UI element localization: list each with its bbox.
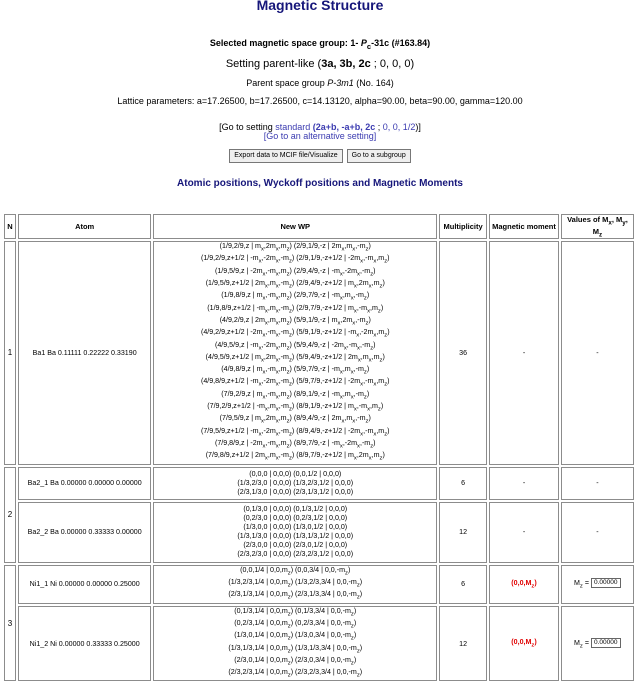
wp-line: (4/9,8/9,z | $m_x,-m_x,m_z$) (5/9,7/9,-z | $-m_x,m_x,-m_z$): [221, 365, 370, 376]
wp-line: (7/9,5/9,z | $m_x,2m_x,m_z$) (8/9,4/9,-z | $2m_x,m_x,-m_z$): [219, 414, 371, 425]
goto-suffix: )]: [415, 122, 421, 132]
wp-line: (4/9,2/9,z | $2m_x,m_x,m_z$) (5/9,1/9,-z | $m_x,2m_x,-m_z$): [219, 315, 371, 327]
wp-line: (4/9,8/9,z+1/2 | $-m_x,-2m_x,-m_z$) (5/9,7/9,-z+1/2 | $-2m_x,-m_x,m_z$): [200, 377, 390, 388]
magnetic-moment-cell: -: [489, 502, 559, 563]
value-label: $M_z$ =: [573, 638, 589, 650]
wp-line: (7/9,5/9,z+1/2 | $-m_x,-2m_x,-m_z$) (8/9,4/9,-z+1/2 | $-2m_x,-m_x,m_z$): [200, 426, 390, 438]
wp-line: (1/3,1/3,0 | 0,0,0) (1/3,1/3,1/2 | 0,0,0): [237, 532, 354, 541]
setting-prefix: Setting parent-like (: [225, 58, 322, 70]
section-title: Atomic positions, Wyckoff positions and Magnetic Moments: [177, 178, 463, 189]
magnetic-moment-cell: -: [489, 467, 559, 500]
wp-line: (4/9,2/9,z+1/2 | $-2m_x,-m_x,-m_z$) (5/9,1/9,-z+1/2 | $-m_x,-2m_x,m_z$): [200, 328, 390, 339]
header-magnetic-moment: Magnetic moment: [489, 214, 559, 239]
table-row: [4, 467, 634, 500]
wp-line: (0,1/3,0 | 0,0,0) (0,1/3,1/2 | 0,0,0): [243, 505, 348, 514]
parent-group-line: [0, 78, 640, 88]
goto-sep: ;: [375, 122, 383, 132]
wyckoff-cell: [153, 241, 437, 465]
goto-prefix: [Go to setting: [219, 122, 276, 132]
value-label: $M_z$ =: [573, 579, 589, 590]
multiplicity-cell: 6: [439, 467, 487, 500]
values-cell: [561, 467, 634, 500]
standard-setting-link[interactable]: standard: [275, 122, 311, 132]
parent-symbol: P-3m1: [327, 78, 354, 88]
wp-line: (1/3,1/3,1/4 | $0,0,m_z$) (1/3,1/3,3/4 | $0,0,-m_z$): [228, 643, 363, 654]
mz-input[interactable]: 0.00000: [591, 578, 621, 588]
wp-line: (2/3,0,0 | 0,0,0) (2/3,0,1/2 | 0,0,0): [243, 541, 348, 550]
row-number: 1: [4, 241, 16, 465]
wp-line: (0,0,0 | 0,0,0) (0,0,1/2 | 0,0,0): [249, 469, 342, 478]
wp-line: (2/3,2/3,0 | 0,0,0) (2/3,2/3,1/2 | 0,0,0): [237, 549, 354, 558]
wyckoff-cell: [153, 606, 437, 682]
export-mcif-button[interactable]: Export data to MCIF file/Visualize: [229, 149, 342, 163]
positions-table: [2, 212, 636, 683]
go-to-subgroup-button[interactable]: Go to a subgroup: [347, 149, 411, 163]
wyckoff-cell: [153, 502, 437, 563]
wp-line: (1/9,2/9,z | $m_x,2m_x,m_z$) (2/9,1/9,-z | $2m_x,m_x,-m_z$): [219, 242, 371, 253]
value-label: -: [596, 348, 599, 357]
parent-prefix: Parent space group: [246, 78, 328, 88]
values-cell: [561, 502, 634, 563]
selected-symbol: P: [360, 38, 367, 48]
goto-origin: 0, 0, 1/2: [382, 122, 416, 132]
wp-line: (1/9,5/9,z+1/2 | $2m_x,m_x,-m_z$) (2/9,4/9,-z+1/2 | $m_x,2m_x,m_z$): [205, 278, 385, 290]
wp-line: (1/3,2/3,1/4 | $0,0,m_z$) (1/3,2/3,3/4 | $0,0,-m_z$): [228, 577, 363, 589]
wp-line: (7/9,2/9,z | $m_x,-m_x,m_z$) (8/9,1/9,-z | $-m_x,m_x,-m_z$): [221, 389, 370, 401]
wp-line: (1/9,2/9,z+1/2 | $-m_x,-2m_x,-m_z$) (2/9,1/9,-z+1/2 | $-2m_x,-m_x,m_z$): [200, 254, 390, 265]
header-atom: Atom: [18, 214, 152, 239]
wp-line: (0,2/3,0 | 0,0,0) (0,2/3,1/2 | 0,0,0): [243, 514, 348, 523]
header-values: Values of $M_x$, $M_y$, $M_z$: [561, 214, 634, 239]
atom-cell: Ba1 Ba 0.11111 0.22222 0.33190: [18, 241, 152, 465]
wp-line: (7/9,8/9,z | $-2m_x,-m_x,m_z$) (8/9,7/9,-z | $-m_x,-2m_x,-m_z$): [214, 439, 376, 450]
wp-line: (1/9,8/9,z+1/2 | $-m_x,m_x,-m_z$) (2/9,7/9,-z+1/2 | $m_x,-m_x,m_z$): [207, 303, 384, 314]
alternative-setting-link[interactable]: [Go to an alternative setting]: [263, 131, 377, 141]
wp-line: (7/9,8/9,z+1/2 | $2m_x,m_x,-m_z$) (8/9,7/9,-z+1/2 | $m_x,2m_x,m_z$): [205, 451, 385, 462]
magnetic-moment-cell: -: [489, 241, 559, 465]
selected-suffix: -31c (#163.84): [371, 38, 431, 48]
row-number: 2: [4, 467, 16, 563]
wp-line: (1/3,0,0 | 0,0,0) (1/3,0,1/2 | 0,0,0): [243, 523, 348, 532]
setting-suffix: ; 0, 0, 0): [370, 58, 415, 70]
wp-line: (4/9,5/9,z | $-m_x,-2m_x,m_z$) (5/9,4/9,-z | $-2m_x,-m_x,-m_z$): [214, 340, 376, 351]
table-header-row: [4, 214, 634, 239]
values-cell: [561, 241, 634, 465]
wp-line: (0,1/3,1/4 | $0,0,m_z$) (0,1/3,3/4 | $0,0,-m_z$): [234, 606, 357, 617]
parent-suffix: (No. 164): [353, 78, 394, 88]
wp-line: (1/3,2/3,0 | 0,0,0) (1/3,2/3,1/2 | 0,0,0): [237, 478, 354, 487]
table-row: [4, 502, 634, 563]
wp-line: (0,2/3,1/4 | $0,0,m_z$) (0,2/3,3/4 | $0,0,-m_z$): [234, 618, 357, 630]
multiplicity-cell: 36: [439, 241, 487, 465]
wp-line: (2/3,0,1/4 | $0,0,m_z$) (2/3,0,3/4 | $0,0,-m_z$): [234, 655, 357, 667]
page-title: Magnetic Structure: [256, 0, 384, 13]
values-cell: [561, 606, 634, 682]
mz-input[interactable]: 0.00000: [591, 638, 621, 648]
table-row: [4, 606, 634, 682]
wp-line: (1/9,5/9,z | $-2m_x,-m_x,m_z$) (2/9,4/9,-z | $-m_x,-2m_x,-m_z$): [214, 266, 376, 278]
setting-vectors: 3a, 3b, 2c: [321, 58, 371, 70]
table-row: [4, 565, 634, 604]
atom-cell: Ba2_1 Ba 0.00000 0.00000 0.00000: [18, 467, 152, 500]
setting-line: [0, 58, 640, 70]
wp-line: (7/9,2/9,z+1/2 | $-m_x,m_x,-m_z$) (8/9,1/9,-z+1/2 | $m_x,-m_x,m_z$): [207, 402, 384, 413]
magnetic-moment-cell: $(0,0,M_z)$: [489, 565, 559, 604]
multiplicity-cell: 12: [439, 606, 487, 682]
wyckoff-cell: [153, 565, 437, 604]
multiplicity-cell: 12: [439, 502, 487, 563]
selected-group-line: [0, 38, 640, 51]
selected-prefix: Selected magnetic space group: 1-: [209, 38, 361, 48]
selected-sub: c: [366, 41, 372, 51]
table-row: [4, 241, 634, 465]
values-cell: [561, 565, 634, 604]
wp-line: (0,0,1/4 | $0,0,m_z$) (0,0,3/4 | $0,0,-m_z$): [240, 565, 351, 577]
wp-line: (2/3,2/3,1/4 | $0,0,m_z$) (2/3,2/3,3/4 | $0,0,-m_z$): [228, 668, 363, 679]
value-label: -: [596, 479, 599, 488]
magnetic-moment-cell: $(0,0,M_z)$: [489, 606, 559, 682]
header-new-wp: New WP: [153, 214, 437, 239]
button-row: [0, 149, 640, 163]
atom-cell: Ni1_2 Ni 0.00000 0.33333 0.25000: [18, 606, 152, 682]
multiplicity-cell: 6: [439, 565, 487, 604]
wyckoff-cell: [153, 467, 437, 500]
row-number: 3: [4, 565, 16, 682]
atom-cell: Ba2_2 Ba 0.00000 0.33333 0.00000: [18, 502, 152, 563]
wp-line: (1/3,0,1/4 | $0,0,m_z$) (1/3,0,3/4 | $0,0,-m_z$): [234, 631, 357, 642]
value-label: -: [596, 528, 599, 537]
wp-line: (2/3,1/3,1/4 | $0,0,m_z$) (2/3,1/3,3/4 | $0,0,-m_z$): [228, 590, 363, 601]
header-n: N: [4, 214, 16, 239]
lattice-parameters: Lattice parameters: a=17.26500, b=17.26500, c=14.13120, alpha=90.00, beta=90.00, gamma=120.00: [117, 96, 523, 106]
atom-cell: Ni1_1 Ni 0.00000 0.00000 0.25000: [18, 565, 152, 604]
wp-line: (1/9,8/9,z | $m_x,-m_x,m_z$) (2/9,7/9,-z | $-m_x,m_x,-m_z$): [221, 291, 370, 302]
wp-line: (2/3,1/3,0 | 0,0,0) (2/3,1/3,1/2 | 0,0,0): [237, 487, 354, 496]
header-multiplicity: Multiplicity: [439, 214, 487, 239]
header-values-label: Values of M: [567, 215, 609, 224]
wp-line: (4/9,5/9,z+1/2 | $m_x,2m_x,-m_z$) (5/9,4/9,-z+1/2 | $2m_x,m_x,m_z$): [205, 352, 385, 364]
goto-vectors: (2a+b, -a+b, 2c: [312, 122, 376, 132]
